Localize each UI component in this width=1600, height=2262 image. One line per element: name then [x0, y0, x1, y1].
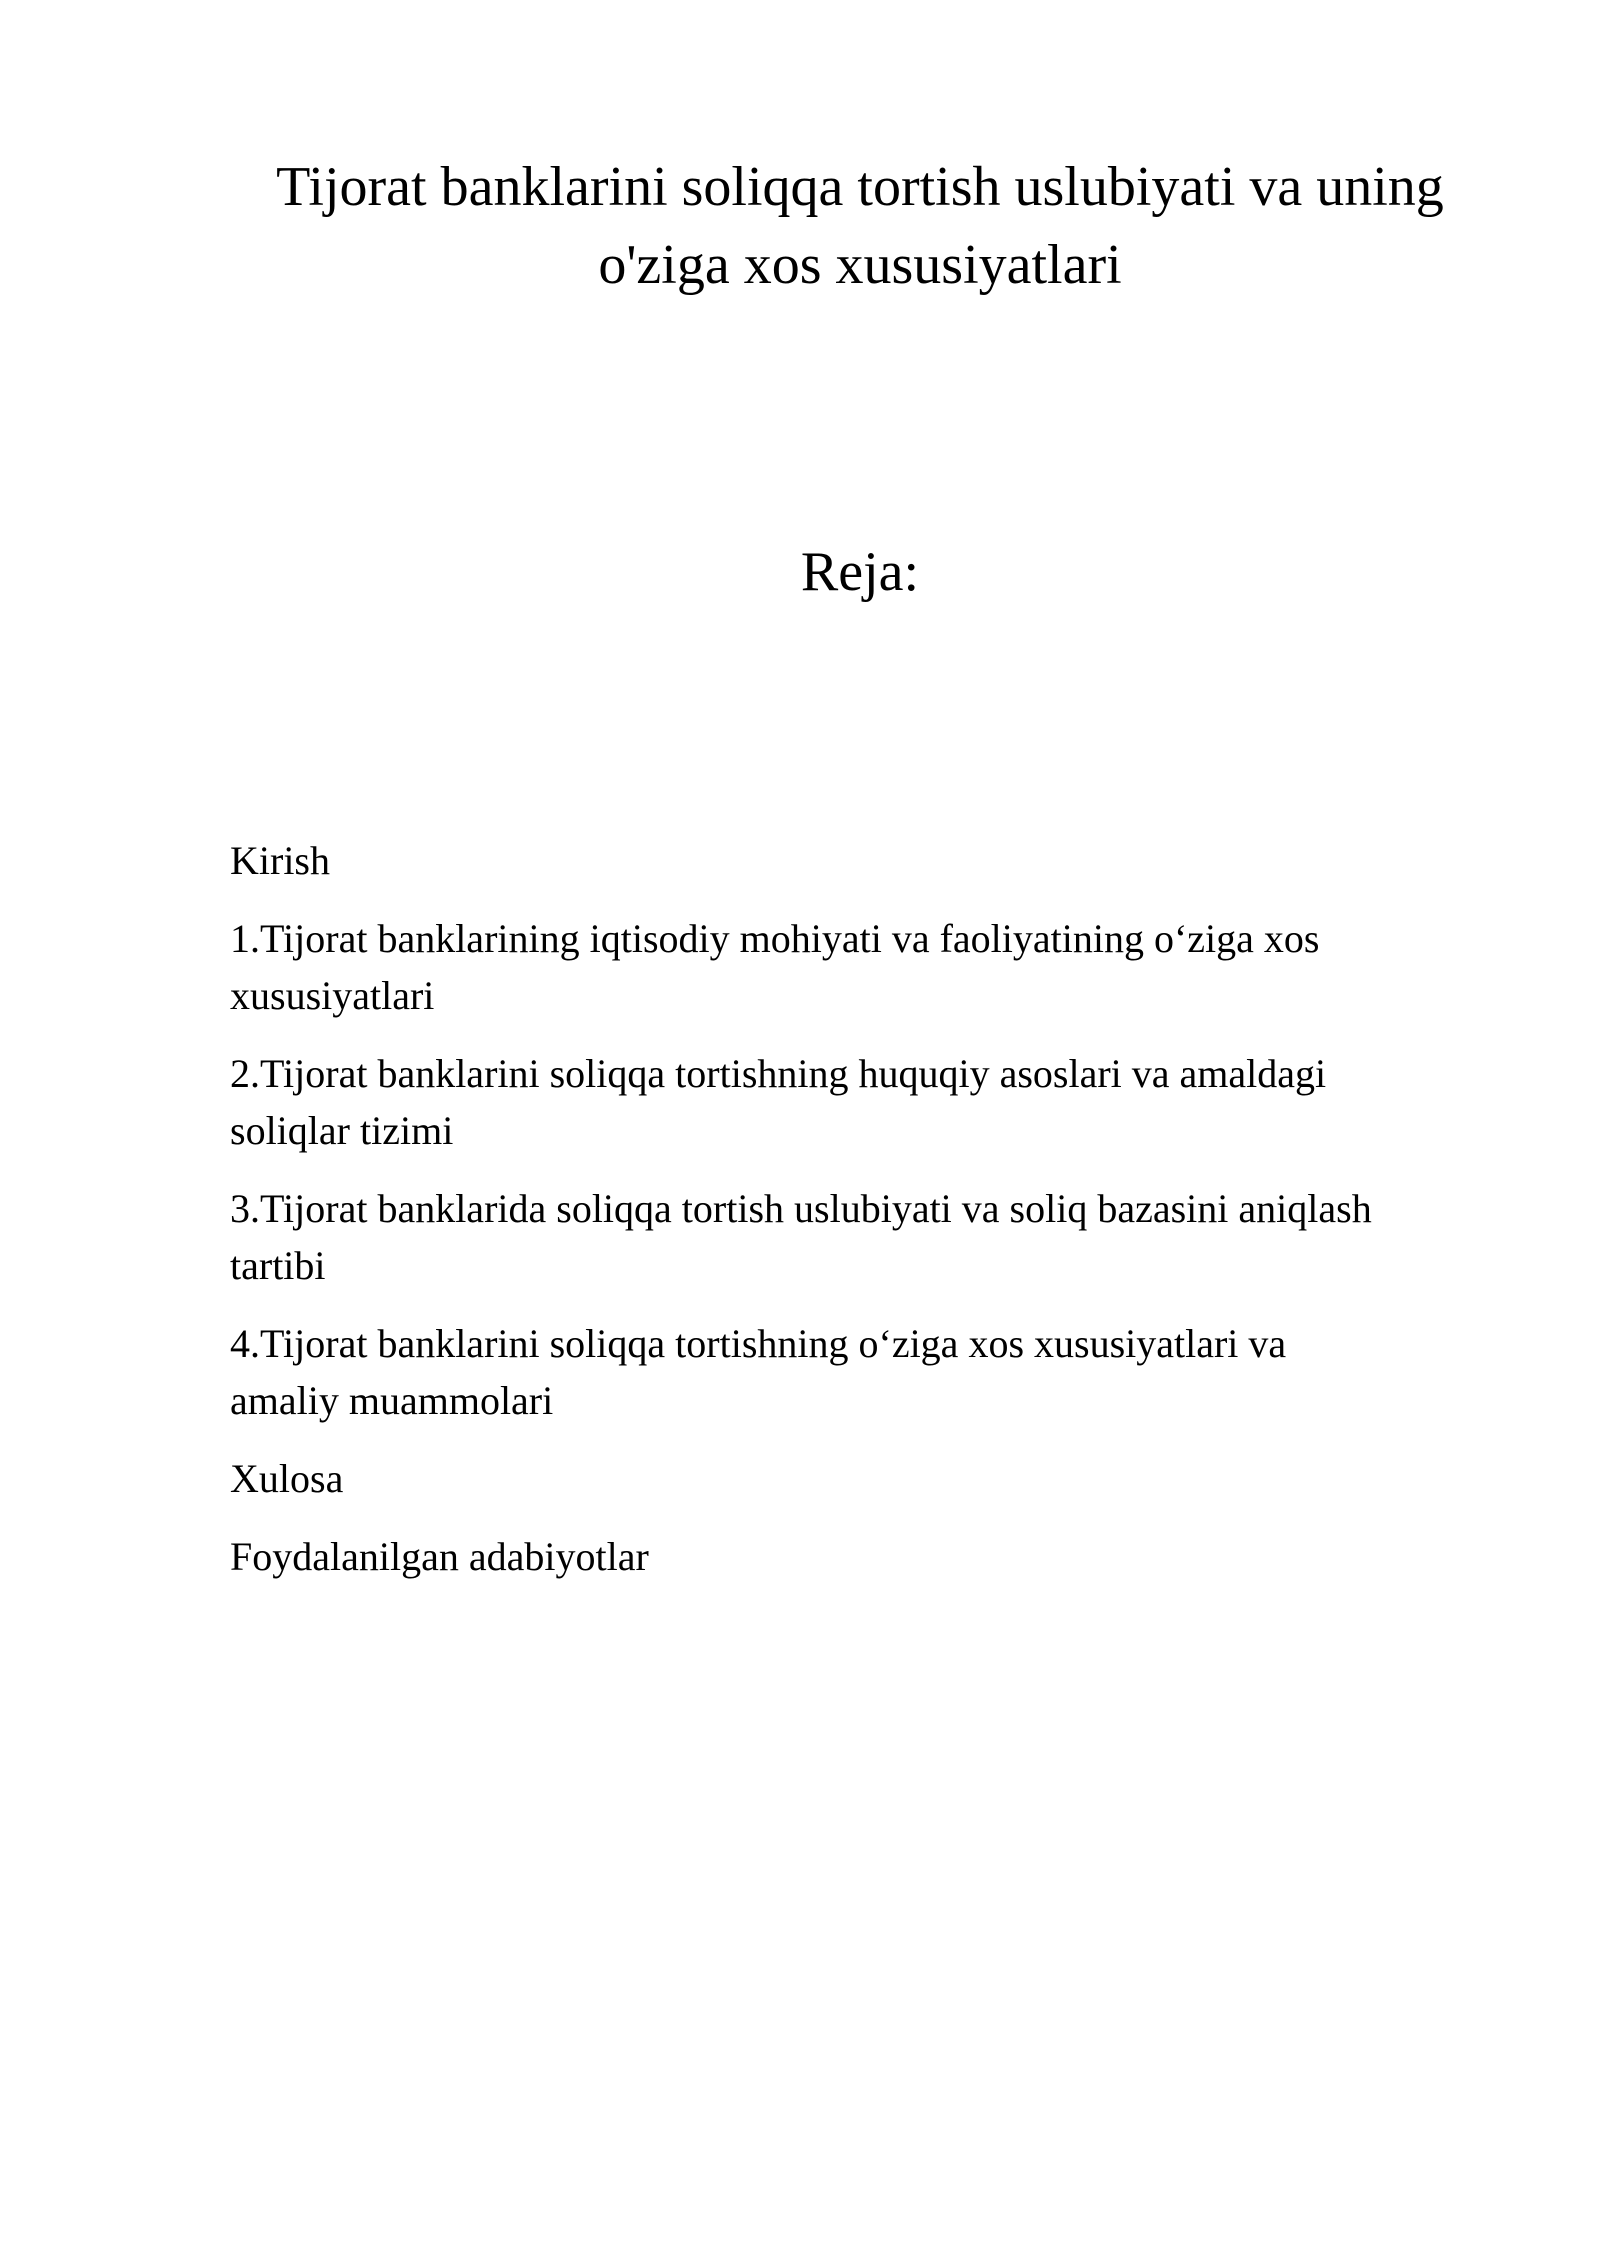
plan-item-text: amaliy muammolari [230, 1378, 554, 1423]
document-title-line: Tijorat banklarini soliqqa tortish uslubiyati va uning [276, 156, 1444, 218]
document-title-line: o'ziga xos xususiyatlari [598, 234, 1122, 296]
plan-item-chapter-4 [230, 1315, 1480, 1429]
plan-item-chapter-3 [230, 1180, 1480, 1294]
plan-item-text: tartibi [230, 1243, 326, 1288]
document-title [230, 148, 1490, 304]
plan-list [230, 832, 1480, 1606]
plan-item-text: 1.Tijorat banklarining iqtisodiy mohiyati va faoliyatining o‘ziga xos [230, 916, 1320, 961]
plan-item-chapter-1 [230, 910, 1480, 1024]
plan-item-introduction [230, 832, 1480, 889]
plan-item-text: xususiyatlari [230, 973, 435, 1018]
plan-item-text: Kirish [230, 838, 330, 883]
plan-item-text: 3.Tijorat banklarida soliqqa tortish uslubiyati va soliq bazasini aniqlash [230, 1186, 1372, 1231]
plan-heading: Reja: [800, 541, 920, 603]
plan-item-text: soliqlar tizimi [230, 1108, 454, 1153]
plan-item-text: 4.Tijorat banklarini soliqqa tortishning o‘ziga xos xususiyatlari va [230, 1321, 1287, 1366]
plan-item-conclusion [230, 1450, 1480, 1507]
plan-item-text: 2.Tijorat banklarini soliqqa tortishning huquqiy asoslari va amaldagi [230, 1051, 1327, 1096]
plan-item-references [230, 1528, 1480, 1585]
plan-item-chapter-2 [230, 1045, 1480, 1159]
plan-item-text: Foydalanilgan adabiyotlar [230, 1534, 649, 1579]
plan-item-text: Xulosa [230, 1456, 344, 1501]
